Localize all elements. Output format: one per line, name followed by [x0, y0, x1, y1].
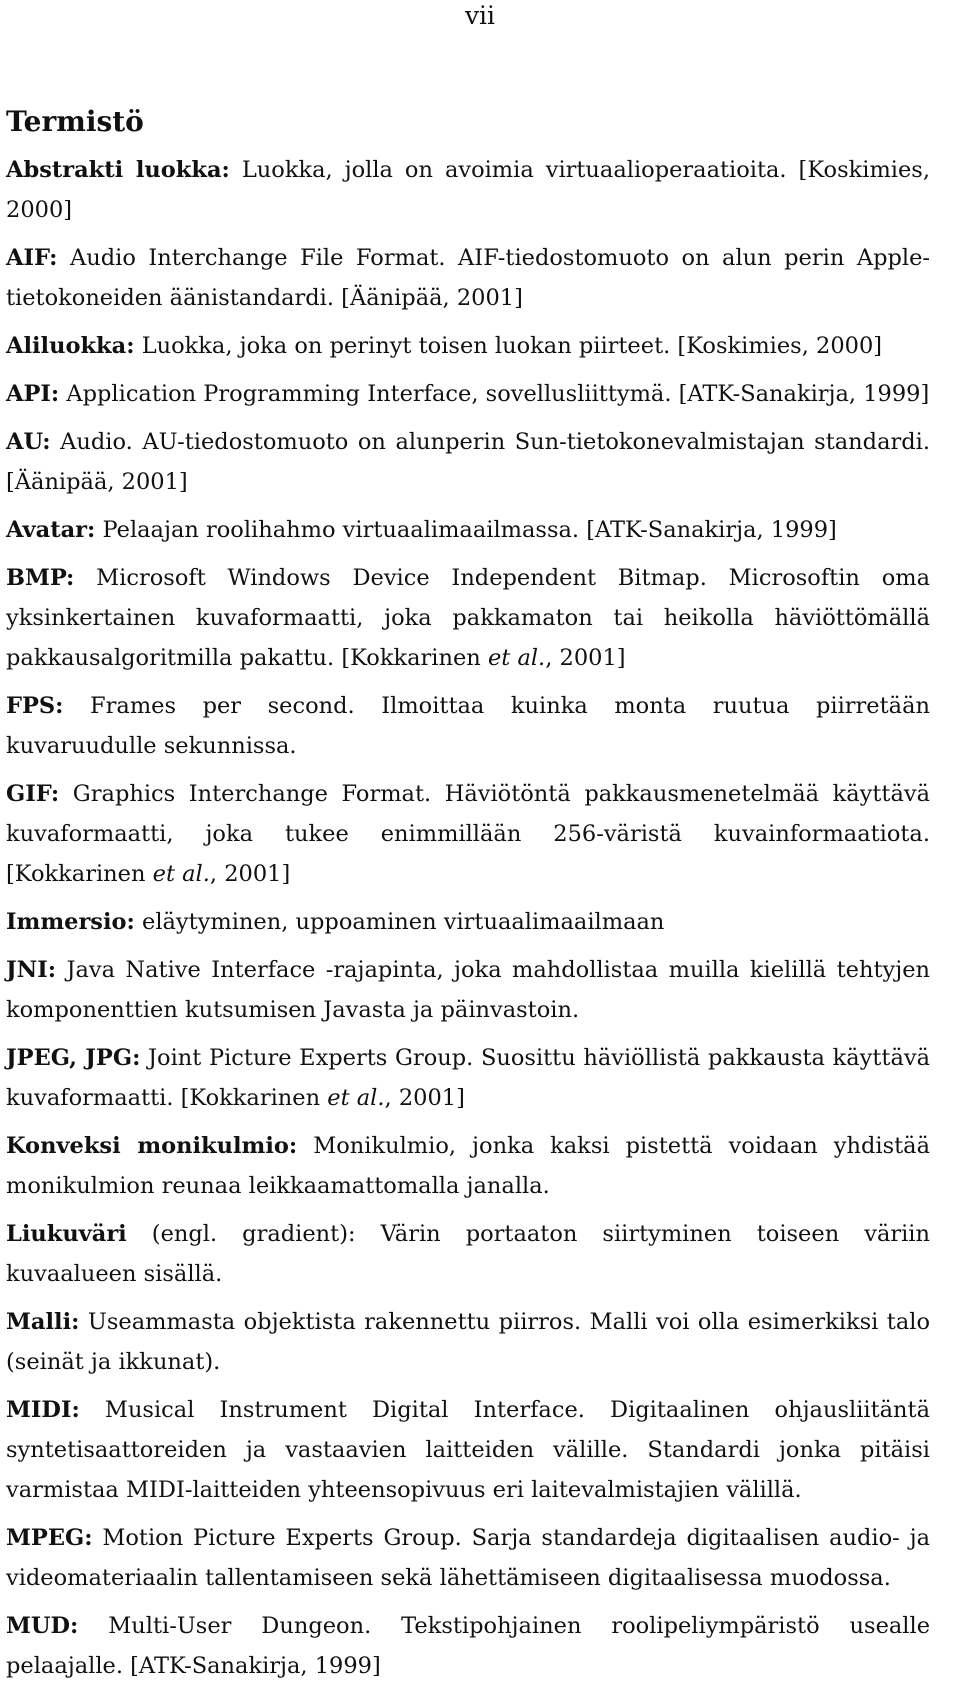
glossary-definition: Audio Interchange File Format. AIF-tiedostomuoto on alun perin Apple-tietokoneiden äänistandardi. [Äänipää, 2001]	[6, 245, 930, 311]
glossary-entry-jpeg	[6, 1038, 930, 1118]
glossary-entry-midi	[6, 1390, 930, 1510]
page-title: Termistö	[6, 105, 144, 138]
glossary-entry-mud	[6, 1606, 930, 1686]
glossary-entry-mpeg	[6, 1518, 930, 1598]
glossary-term: MUD:	[6, 1613, 79, 1639]
glossary-entry-aliluokka	[6, 326, 930, 366]
glossary-term: MIDI:	[6, 1397, 80, 1423]
glossary-term: Avatar:	[6, 517, 96, 543]
citation-et-al: et al.	[152, 861, 210, 887]
glossary-term: FPS:	[6, 693, 64, 719]
glossary-definition: eläytyminen, uppoaminen virtuaalimaailmaan	[142, 909, 665, 935]
citation-year: , 2001]	[545, 645, 626, 671]
glossary-term: Aliluokka:	[6, 333, 135, 359]
glossary-entry-aif	[6, 238, 930, 318]
citation-et-al: et al.	[327, 1085, 385, 1111]
glossary-definition: Pelaajan roolihahmo virtuaalimaailmassa. [ATK-Sanakirja, 1999]	[102, 517, 837, 543]
glossary-term: Malli:	[6, 1309, 80, 1335]
glossary-entry-fps	[6, 686, 930, 766]
glossary-term: Konveksi monikulmio:	[6, 1133, 298, 1159]
glossary-term: JPEG, JPG:	[6, 1045, 141, 1071]
glossary-definition: Graphics Interchange Format. Häviötöntä pakkausmenetelmää käyttävä kuvaformaatti, joka tukee enimmillään 256-väristä kuvainformaatiota. [Kokkarinen	[6, 781, 930, 887]
glossary-entry-avatar	[6, 510, 930, 550]
glossary-term: GIF:	[6, 781, 60, 807]
glossary-entry-malli	[6, 1302, 930, 1382]
glossary-entry-gif	[6, 774, 930, 894]
citation-year: , 2001]	[209, 861, 291, 887]
glossary-definition: Luokka, joka on perinyt toisen luokan piirteet. [Koskimies, 2000]	[141, 333, 883, 359]
glossary-term: Abstrakti luokka:	[6, 157, 230, 183]
glossary-entry-bmp	[6, 558, 930, 678]
glossary-term: BMP:	[6, 565, 75, 591]
glossary-definition: Java Native Interface -rajapinta, joka mahdollistaa muilla kielillä tehtyjen komponenttien kutsumisen Javasta ja päinvastoin.	[6, 957, 931, 1023]
glossary-definition: Luokka, jolla on avoimia virtuaalioperaatioita. [Koskimies, 2000]	[6, 157, 931, 223]
glossary-term: Immersio:	[6, 909, 135, 935]
glossary-entry-abstrakti-luokka	[6, 150, 930, 230]
glossary-entry-immersio	[6, 902, 930, 942]
glossary-entry-jni	[6, 950, 930, 1030]
citation-year: , 2001]	[384, 1085, 465, 1111]
glossary-definition: Frames per second. Ilmoittaa kuinka monta ruutua piirretään kuvaruudulle sekunnissa.	[6, 693, 930, 759]
glossary-entry-au	[6, 422, 930, 502]
glossary-entry-api	[6, 374, 930, 414]
glossary-definition: Useammasta objektista rakennettu piirros. Malli voi olla esimerkiksi talo (seinät ja ikkunat).	[6, 1309, 931, 1375]
page-number: vii	[464, 1, 496, 30]
glossary-term: JNI:	[6, 957, 57, 983]
glossary-term: AU:	[6, 429, 51, 455]
glossary-term: MPEG:	[6, 1525, 93, 1551]
glossary-entry-liukuvari	[6, 1214, 930, 1294]
glossary-definition: (engl. gradient): Värin portaaton siirtyminen toiseen väriin kuvaalueen sisällä.	[6, 1221, 930, 1287]
glossary-term: Liukuväri	[6, 1221, 127, 1247]
glossary-list	[6, 150, 930, 1694]
glossary-definition: Musical Instrument Digital Interface. Digitaalinen ohjausliitäntä syntetisaattoreiden ja vastaavien laitteiden välille. Standardi jonka pitäisi varmistaa MIDI-laitteiden yhteensopivuus eri laitevalmistajien välillä.	[6, 1397, 930, 1503]
glossary-definition: Application Programming Interface, sovellusliittymä. [ATK-Sanakirja, 1999]	[66, 381, 930, 407]
glossary-definition: Motion Picture Experts Group. Sarja standardeja digitaalisen audio- ja videomateriaalin tallentamiseen sekä lähettämiseen digitaalisessa muodossa.	[6, 1525, 930, 1591]
citation-et-al: et al.	[487, 645, 546, 671]
glossary-definition: Audio. AU-tiedostomuoto on alunperin Sun-tietokonevalmistajan standardi. [Äänipää, 2001]	[6, 429, 930, 495]
glossary-definition: Joint Picture Experts Group. Suosittu häviöllistä pakkausta käyttävä kuvaformaatti. [Kokkarinen	[6, 1045, 930, 1111]
glossary-term: API:	[6, 381, 60, 407]
glossary-term: AIF:	[6, 245, 58, 271]
glossary-definition: Microsoft Windows Device Independent Bitmap. Microsoftin oma yksinkertainen kuvaformaatti, joka pakkamaton tai heikolla häviöttömällä pakkausalgoritmilla pakattu. [Kokkarinen	[6, 565, 930, 671]
glossary-entry-konveksi-monikulmio	[6, 1126, 930, 1206]
glossary-definition: Multi-User Dungeon. Tekstipohjainen roolipeliympäristö usealle pelaajalle. [ATK-Sanakirja, 1999]	[6, 1613, 931, 1679]
glossary-definition: Monikulmio, jonka kaksi pistettä voidaan yhdistää monikulmion reunaa leikkaamattomalla janalla.	[6, 1133, 930, 1199]
